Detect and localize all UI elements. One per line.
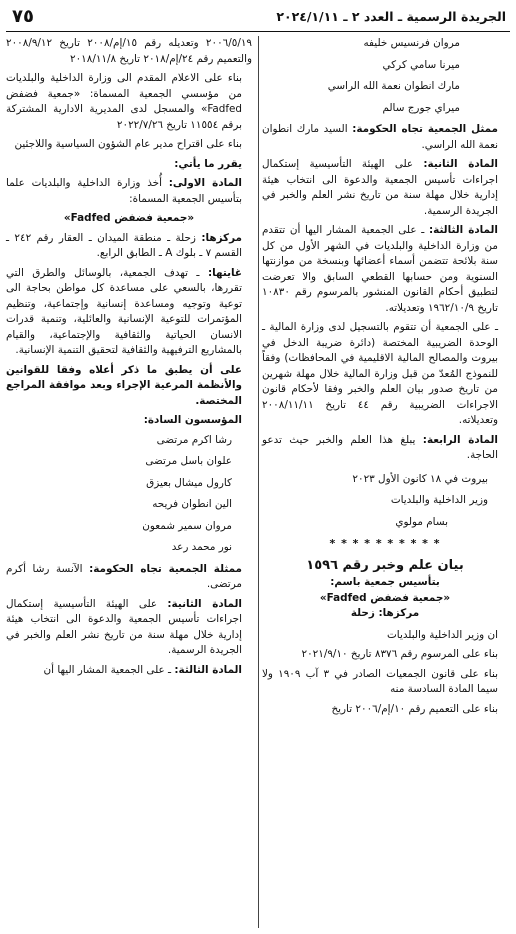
legal-compliance-note: على أن يطبق ما ذكر أعلاه وفقا للقوانين والأنظمة المرعية الإجراء وبعد موافقة المراجع المختصة. [6,363,242,407]
article-2-label: المادة الثانية: [167,597,242,610]
representative-text: الآنسة رشا أكرم مرتضى. [6,562,242,590]
notice-subtitle: بتأسيس جمعية باسم: [330,576,440,588]
legal-basis-3: بناء على التعميم رقم ١٠/إم/٢٠٠٦ تاريخ [331,702,498,715]
founder-name: كارول ميشال بعيزق [146,476,232,489]
article-3 [6,663,252,679]
headquarters-text: زحلة ـ منطقة الميدان ـ العقار رقم ٢٤٢ ـ القسم ٧ ـ بلوك A ـ الطابق الرابع. [6,231,242,259]
column-divider [258,36,259,928]
founder-name: ميرنا سامي كركي [382,58,460,71]
association-name: «جمعية فضفض Fadfed» [63,212,195,224]
place-date: بيروت في ١٨ كانون الأول ٢٠٢٣ [352,472,488,485]
article-3-label: المادة الثالثة: [174,663,242,676]
founder-name: ميراي جورج سالم [382,101,460,114]
circular-dates: ٢٠٠٦/٥/١٩ وتعديله رقم ١٥/إم/٢٠٠٨ تاريخ ٢٠٠٨/٩/١٢ والتعميم رقم ٢٤/إم/٢٠١٨ تاريخ ٢٠١٨/١١/٨ [6,37,252,65]
article-3-label: المادة الثالثة: [428,224,498,236]
representative-text: السيد مارك انطوان نعمة الله الراسي. [262,123,498,151]
article-3-text: ـ على الجمعية المشار اليها أن [43,663,172,676]
headquarters [6,231,252,262]
article-2 [6,597,252,659]
notice-hq: مركزها: زحلة [350,607,420,619]
decides-heading: يقرر ما يأتي: [174,157,242,170]
representative-label: ممثل الجمعية تجاه الحكومة: [352,123,498,135]
founders-heading: المؤسسون السادة: [143,414,242,426]
goals-label: غايتها: [207,266,242,279]
article-2-text: على الهيئة التأسيسية إستكمال اجراءات تأسيس الجمعية والدعوة الى انتخاب هيئة إدارية خلال مهلة سنة من تاريخ نشر العلم والخبر في الجريدة الرسمية. [262,158,498,217]
representative-paragraph [262,122,508,153]
founder-name: مارك انطوان نعمة الله الراسي [327,80,460,92]
gazette-title: الجريدة الرسمية ـ العدد ٢ ـ ٢٠٢٤/١/١١ [276,9,506,24]
goals [6,266,252,359]
article-4-label: المادة الرابعة: [422,433,498,446]
article-2 [262,157,508,219]
article-4-text: يبلغ هذا العلم والخبر حيث تدعو الحاجة. [262,433,498,461]
goals-text: ـ تهدف الجمعية، بالوسائل والطرق التي تقررها، بالسعي على مساعدة كل مواطن بحاجة الى توعية وتوجيه ومساعدة إنسانية وإجتماعية، وتنظيم المؤتمرات للتوعية الإنسانية والعائلية، وتنمية قدرات الانسان الحياتية والثقافية والإجتماعية، والقيام بالمشاريع الترفيهية والثقافية لتحقيق التنمية الإنسانية. [6,266,242,356]
article-1-text: أُخذ وزارة الداخلية والبلديات علما بتأسيس الجمعية المسماة: [6,177,242,205]
notice-title: بيان علم وخبر رقم ١٥٩٦ [306,557,464,573]
header-rule [6,31,510,32]
headquarters-label: مركزها: [201,231,242,244]
representative-paragraph [6,562,252,593]
registration-paragraph: بناء على الاعلام المقدم الى وزارة الداخلية والبلديات من مؤسسي الجمعية المسماة: «جمعية فضفض Fadfed» والمسجل لدى المديرية الادارية المشتركة برقم ١١٥٥٤ تاريخ ٢٠٢٢/٧/٢٦ [6,72,242,131]
article-4 [262,433,508,464]
founder-name: علوان باسل مرتضى [145,455,232,467]
page-header [6,6,510,30]
founder-name: نور محمد رعد [171,541,232,553]
legal-basis-2: بناء على قانون الجمعيات الصادر في ٣ آب ١٩٠٩ ولا سيما المادة السادسة منه [262,667,498,695]
left-column [6,36,252,682]
founder-name: مروان سمير شمعون [142,519,232,532]
article-3 [262,223,508,316]
article-1 [6,176,252,207]
article-1-label: المادة الاولى: [168,177,242,189]
article-2-text: على الهيئة التأسيسية إستكمال اجراءات تأسيس الجمعية والدعوة الى انتخاب هيئة إدارية خلال مهلة سنة من تاريخ نشر العلم والخبر في الجريدة الرسمية. [6,597,242,656]
founder-name: الين انطوان فريحه [152,498,232,510]
representative-label: ممثلة الجمعية تجاه الحكومة: [89,562,242,575]
article-2-label: المادة الثانية: [423,158,498,170]
minister-title: وزير الداخلية والبلديات [390,494,488,506]
notice-association-name: «جمعية فضفض Fadfed» [319,591,451,604]
founder-name: رشا اكرم مرتضى [156,433,232,446]
page-number: ٧٥ [12,6,34,27]
right-column [262,36,508,721]
signature-name: بسام مولوي [395,515,448,528]
article-3-text: ـ على الجمعية المشار اليها أن تتقدم من وزارة الداخلية والبلديات في الشهر الأول من كل سنة بلائحة تتضمن أسماء أعضائها وبنسخة من موازنتها السنوية ومن حسابها القطعي السابق والا تعرضت لتطبيق أحكام القانون المنشور بالمرسوم رقم ١٠٨٣٠ تاريخ ١٩٦٢/١٠/٩ وتعديلاته. [262,224,498,314]
article-3-part-2: ـ على الجمعية أن تتقوم بالتسجيل لدى وزارة المالية ـ الوحدة الضريبية المختصة (دائرة ضريبة الدخل في بيروت والمصالح المالية الاقليمية في المحافظات) وفقاً للنموذج المُعدّ من قبل وزارة المالية خلال مهلة شهرين من تاريخ صدور بيان العلم والخبر وفقا لأحكام قانون الاجراءات الضريبية رقم ٤٤ تاريخ ٢٠٠٨/١١/١١ وتعديلاته. [262,321,499,426]
from-line: ان وزير الداخلية والبلديات [387,628,498,641]
legal-basis-1: بناء على المرسوم رقم ٨٣٧٦ تاريخ ٢٠٢١/٩/١٠ [301,648,498,660]
founder-name: مروان فرنسيس خليفه [363,37,460,49]
section-separator: * * * * * * * * * * [329,537,441,550]
proposal-paragraph: بناء على اقتراح مدير عام الشؤون السياسية واللاجئين [14,138,242,150]
